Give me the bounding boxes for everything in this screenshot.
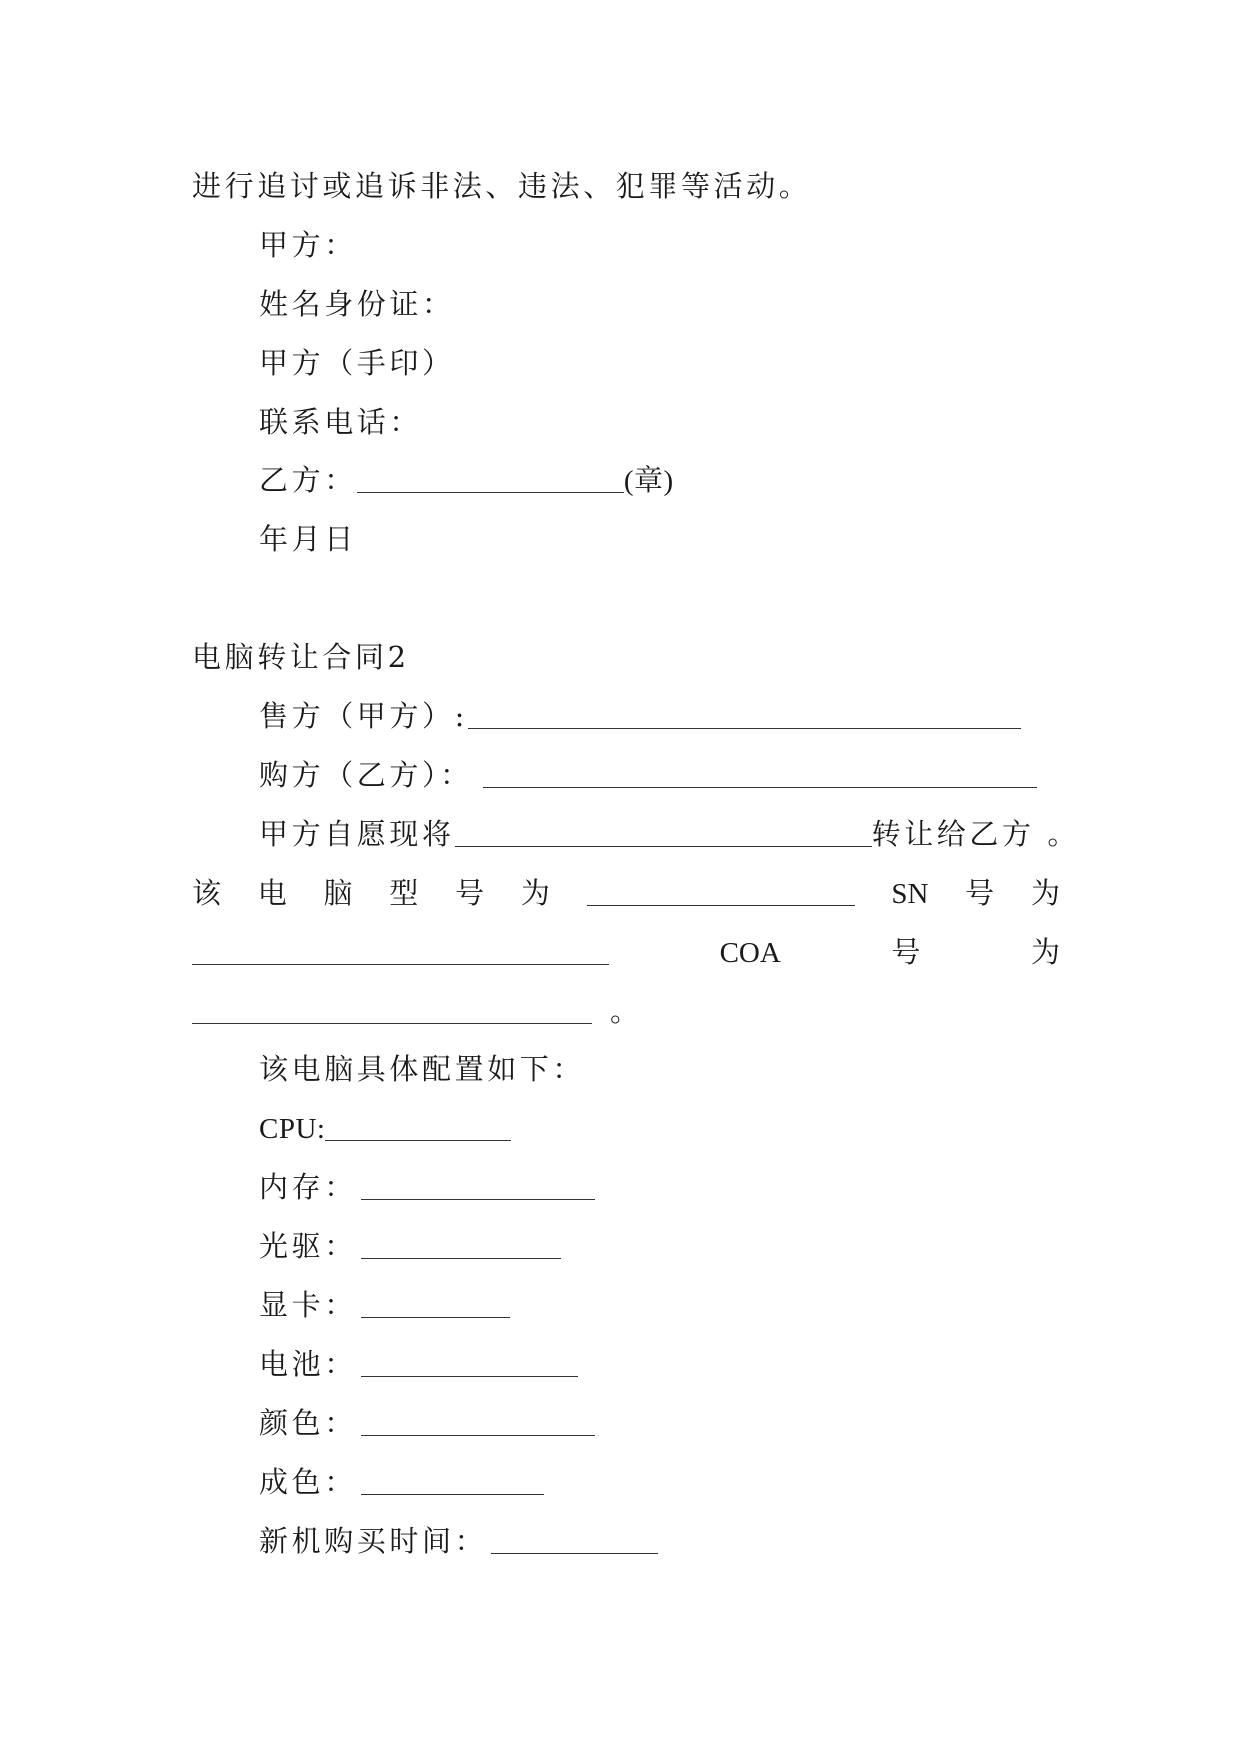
- config-cpu-label: CPU:: [259, 1113, 326, 1145]
- config-color-label: 颜色：: [259, 1406, 357, 1440]
- config-optical-drive-label: 光驱：: [259, 1229, 357, 1263]
- phone-label: 联系电话：: [259, 405, 423, 439]
- config-color-blank: [361, 1435, 595, 1436]
- transfer-suffix: 转让给乙方 。: [871, 817, 1081, 851]
- party-a-fingerprint-label: 甲方（手印）: [259, 346, 455, 380]
- date-label: 年月日: [259, 522, 357, 556]
- config-memory-label: 内存：: [259, 1170, 357, 1204]
- config-intro: 该电脑具体配置如下：: [259, 1052, 586, 1086]
- sn-hao: 号: [965, 876, 995, 910]
- model-token: 该: [192, 876, 222, 910]
- model-sn-line: [192, 873, 1060, 913]
- coa-label: COA: [719, 937, 781, 969]
- seller-line: [259, 696, 1021, 736]
- config-purchase-date-line: [259, 1521, 658, 1561]
- model-blank: [587, 905, 855, 906]
- sn-wei: 为: [1030, 876, 1060, 910]
- config-battery-line: [259, 1344, 578, 1384]
- sn-coa-line: [192, 932, 1060, 972]
- model-token: 为: [520, 876, 550, 910]
- config-battery-blank: [361, 1376, 578, 1377]
- config-condition-label: 成色：: [259, 1465, 357, 1499]
- transfer-prefix: 甲方自愿现将: [259, 817, 455, 851]
- config-cpu-blank: [325, 1140, 511, 1141]
- config-optical-drive-line: [259, 1226, 561, 1266]
- model-token: 型: [389, 876, 419, 910]
- seller-label: 售方（甲方）:: [259, 699, 468, 733]
- sn-label: SN: [891, 878, 929, 910]
- name-id-label: 姓名身份证：: [259, 287, 455, 321]
- config-battery-label: 电池：: [259, 1347, 357, 1381]
- buyer-blank: [483, 787, 1037, 788]
- contract-title: 电脑转让合同2: [192, 640, 410, 674]
- transfer-item-blank: [455, 846, 872, 847]
- config-condition-line: [259, 1462, 544, 1502]
- config-color-line: [259, 1403, 595, 1443]
- coa-hao: 号: [891, 935, 921, 969]
- seller-blank: [468, 728, 1021, 729]
- party-b-line: [259, 460, 674, 500]
- config-graphics-line: [259, 1285, 510, 1325]
- config-purchase-date-label: 新机购买时间：: [259, 1524, 488, 1558]
- buyer-label: 购方（乙方）：: [259, 758, 473, 792]
- clause-ending-line: 进行追讨或追诉非法、违法、犯罪等活动。: [192, 169, 812, 203]
- sn-blank: [192, 964, 609, 965]
- config-optical-drive-blank: [361, 1258, 561, 1259]
- buyer-line: [259, 755, 1037, 795]
- coa-value-line: [192, 991, 643, 1031]
- model-token: 号: [455, 876, 485, 910]
- config-graphics-label: 显卡：: [259, 1288, 357, 1322]
- config-condition-blank: [361, 1494, 544, 1495]
- config-purchase-date-blank: [491, 1553, 658, 1554]
- coa-blank: [192, 1023, 592, 1024]
- config-graphics-blank: [361, 1317, 510, 1318]
- model-token: 脑: [323, 876, 353, 910]
- coa-period: 。: [610, 994, 643, 1028]
- model-token: 电: [257, 876, 287, 910]
- coa-wei: 为: [1030, 935, 1060, 969]
- party-b-label: 乙方：: [259, 463, 357, 497]
- transfer-line: [259, 814, 1080, 854]
- party-a-label: 甲方：: [259, 228, 357, 262]
- config-cpu-line: [259, 1108, 511, 1148]
- config-memory-blank: [361, 1199, 595, 1200]
- seal-label: (章): [623, 465, 674, 497]
- config-memory-line: [259, 1167, 595, 1207]
- party-b-blank: [357, 492, 624, 493]
